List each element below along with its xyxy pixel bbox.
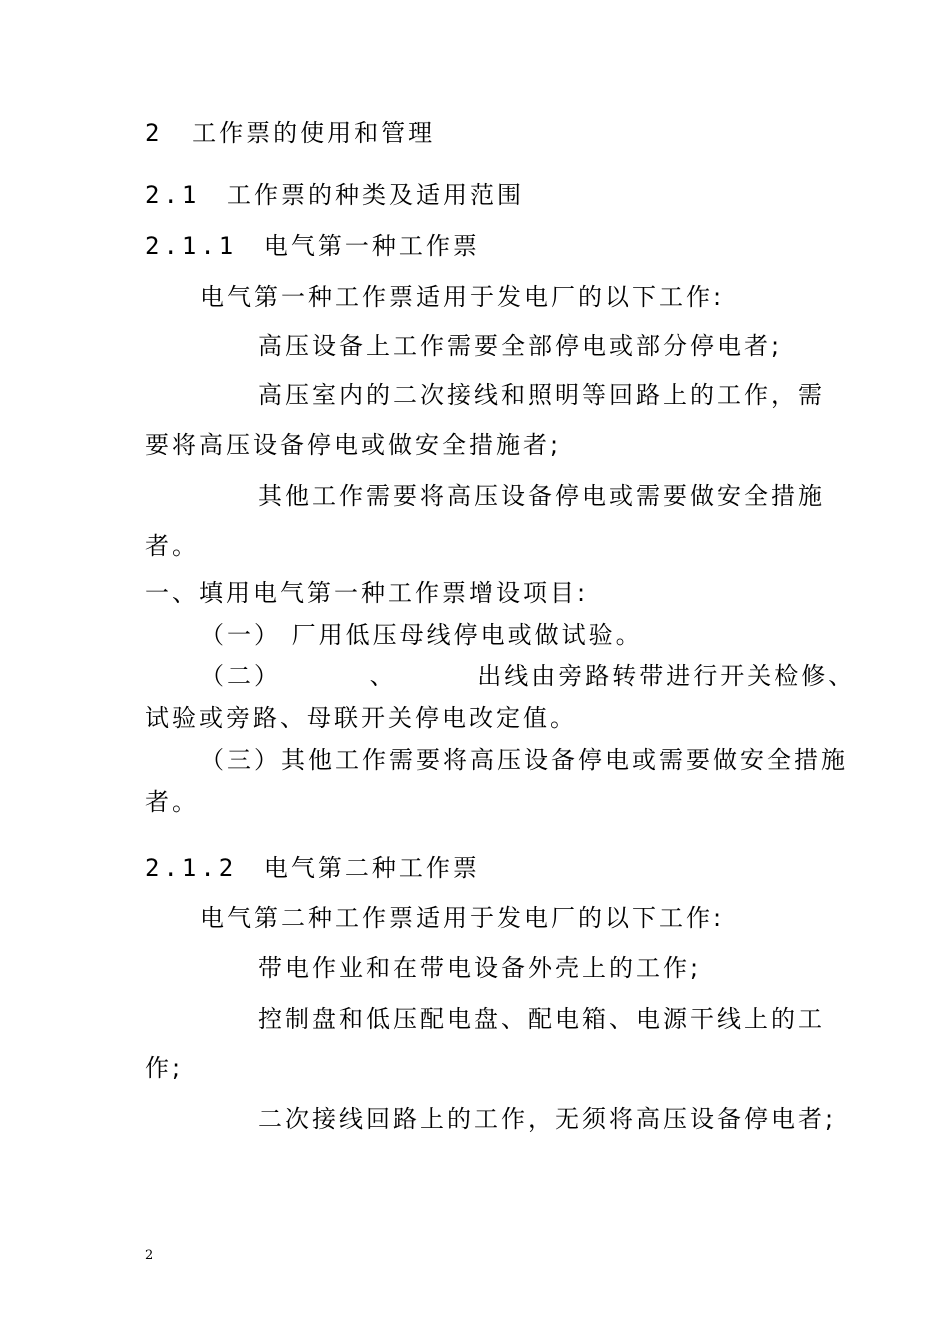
separator: 、 bbox=[369, 662, 397, 690]
heading-number: 2 bbox=[145, 119, 164, 147]
heading-2-1-1 bbox=[145, 231, 480, 261]
paragraph bbox=[200, 661, 855, 691]
paragraph: 控制盘和低压配电盘、配电箱、电源干线上的工 bbox=[258, 1005, 825, 1033]
page-number: 2 bbox=[145, 1248, 154, 1263]
heading-number: 2.1 bbox=[145, 181, 201, 209]
paragraph: 其他工作需要将高压设备停电或需要做安全措施 bbox=[258, 482, 825, 510]
paragraph: 电气第二种工作票适用于发电厂的以下工作: bbox=[200, 904, 725, 932]
heading-text: 工作票的种类及适用范围 bbox=[227, 181, 524, 209]
item-marker: （二） bbox=[200, 662, 281, 690]
paragraph: 者。 bbox=[145, 532, 199, 560]
paragraph: 二次接线回路上的工作，无须将高压设备停电者; bbox=[258, 1105, 837, 1133]
paragraph: 带电作业和在带电设备外壳上的工作; bbox=[258, 954, 702, 982]
paragraph: 一、填用电气第一种工作票增设项目: bbox=[145, 579, 589, 607]
paragraph: 试验或旁路、母联开关停电改定值。 bbox=[145, 704, 577, 732]
item-text: 出线由旁路转带进行开关检修、 bbox=[477, 662, 856, 690]
heading-number: 2.1.2 bbox=[145, 854, 238, 882]
paragraph: （一） 厂用低压母线停电或做试验。 bbox=[200, 621, 643, 649]
paragraph: 高压室内的二次接线和照明等回路上的工作，需 bbox=[258, 381, 825, 409]
heading-2-1-2 bbox=[145, 853, 480, 883]
paragraph: 者。 bbox=[145, 788, 199, 816]
heading-2 bbox=[145, 118, 435, 148]
heading-text: 工作票的使用和管理 bbox=[192, 119, 436, 147]
paragraph: （三）其他工作需要将高压设备停电或需要做安全措施 bbox=[200, 746, 848, 774]
heading-text: 电气第一种工作票 bbox=[263, 232, 480, 260]
paragraph: 要将高压设备停电或做安全措施者; bbox=[145, 431, 562, 459]
heading-2-1 bbox=[145, 180, 524, 210]
heading-text: 电气第二种工作票 bbox=[263, 854, 480, 882]
paragraph: 作; bbox=[145, 1054, 184, 1082]
paragraph: 电气第一种工作票适用于发电厂的以下工作: bbox=[200, 283, 725, 311]
heading-number: 2.1.1 bbox=[145, 232, 238, 260]
paragraph: 高压设备上工作需要全部停电或部分停电者; bbox=[258, 332, 783, 360]
